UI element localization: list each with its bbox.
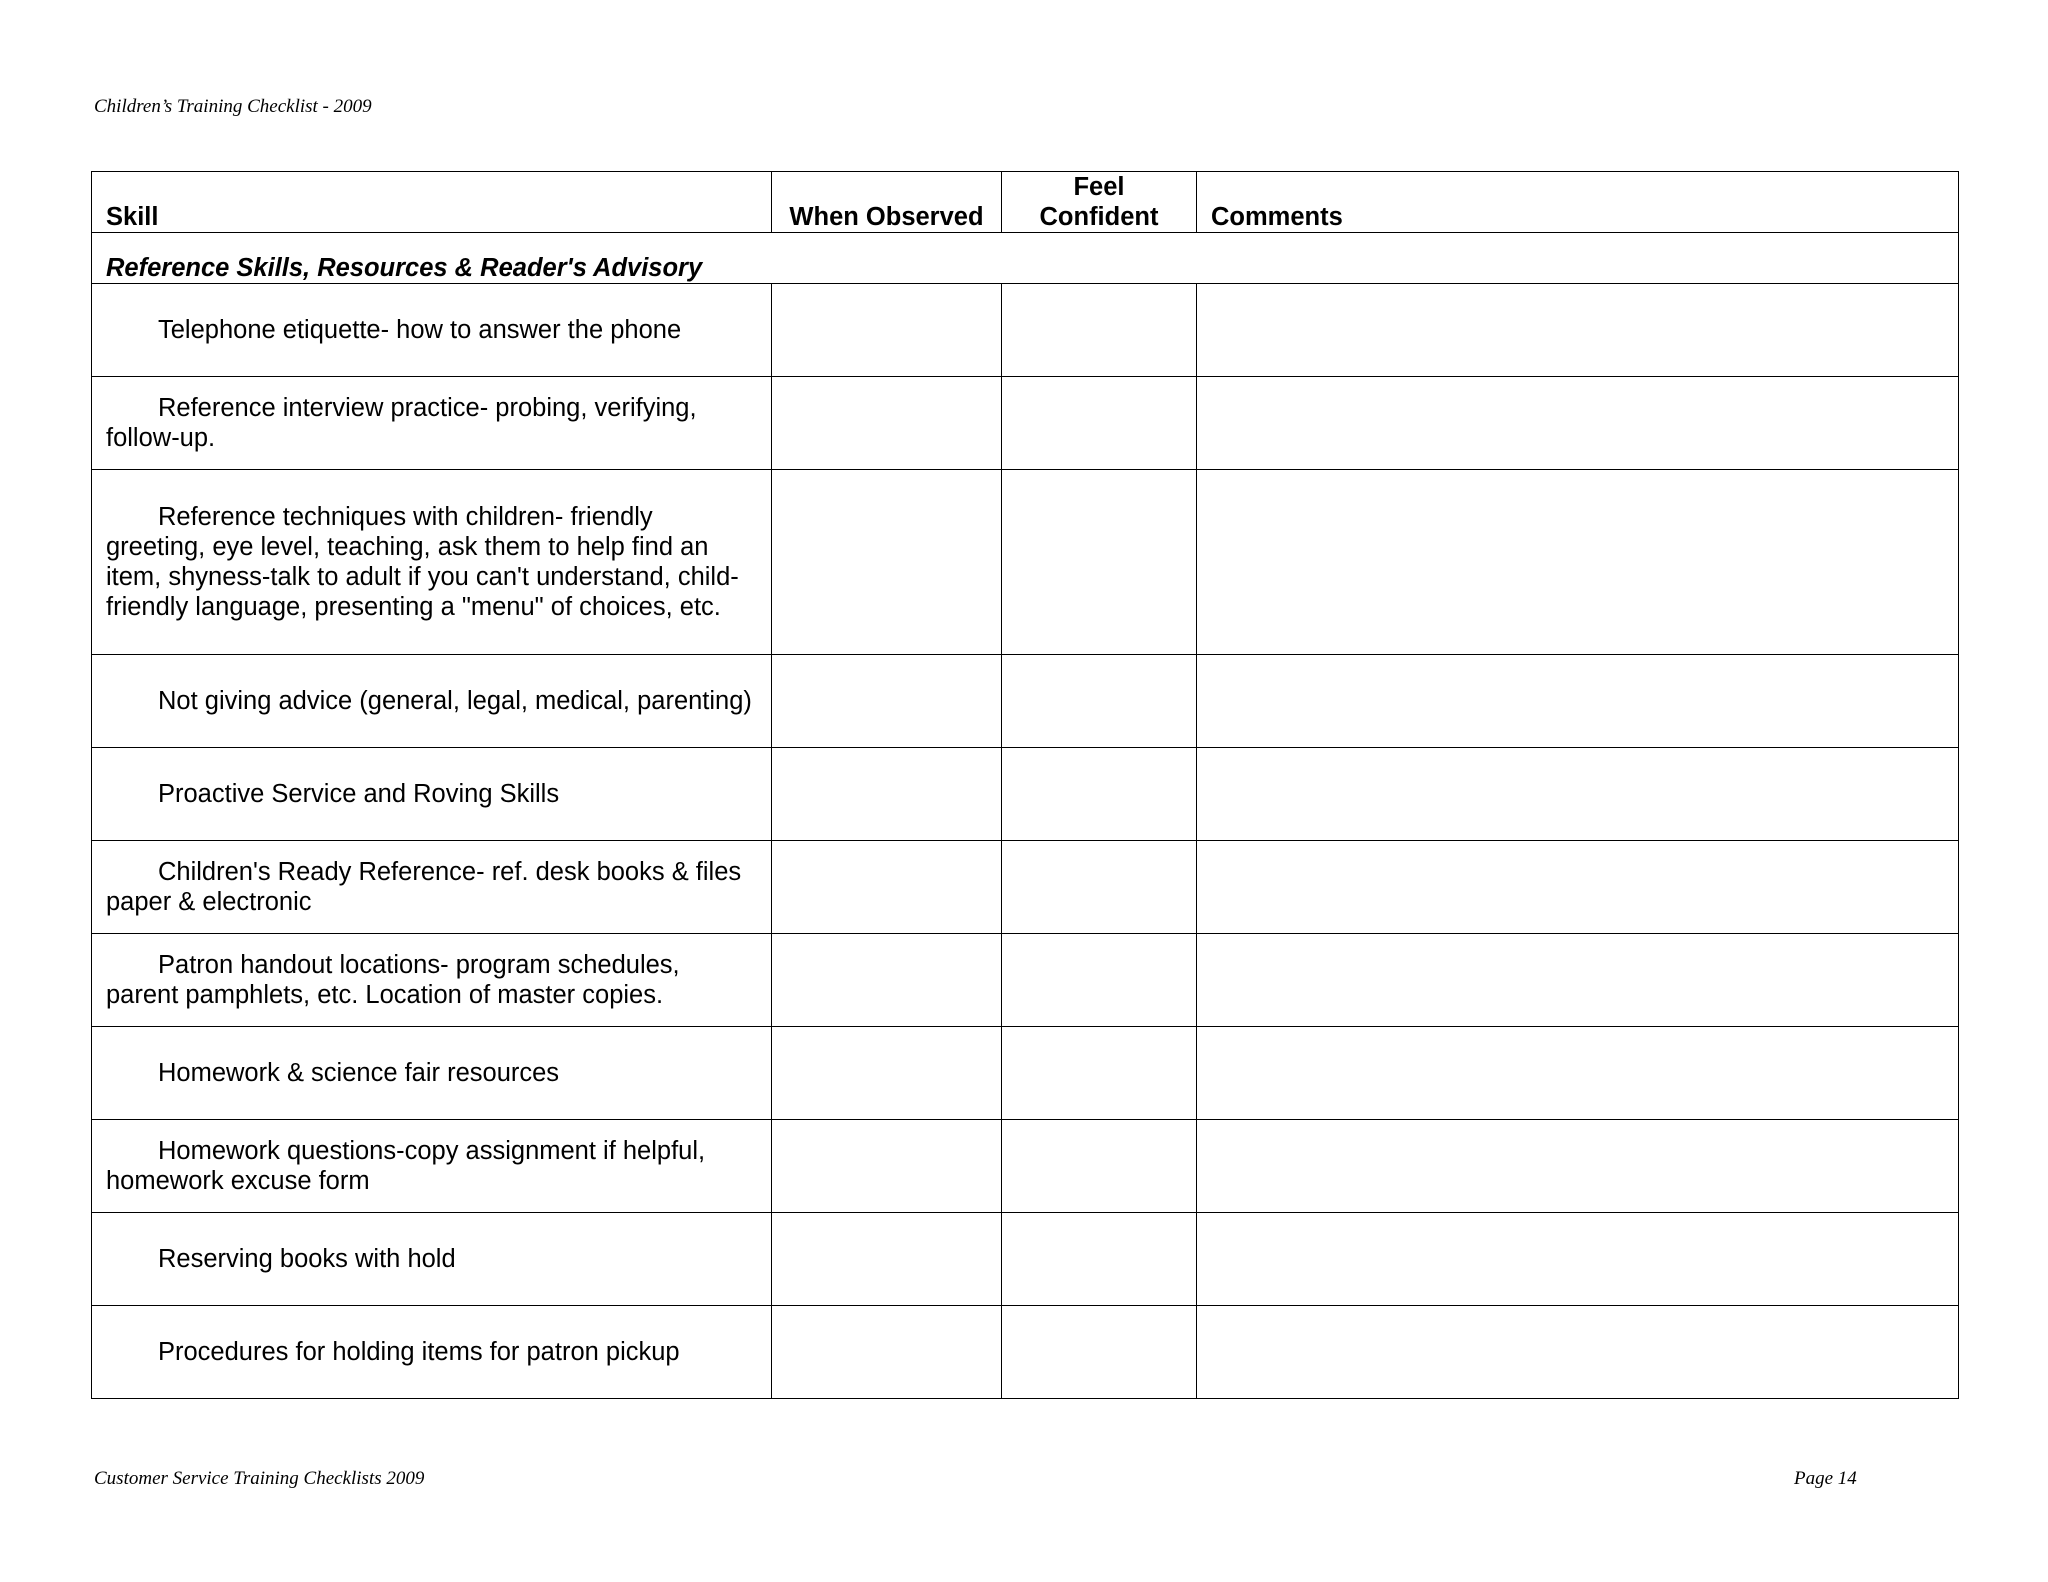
comments-cell[interactable] [1197,748,1959,841]
table-row [92,1306,1959,1399]
skill-cell [92,470,772,655]
feel-confident-cell[interactable] [1002,655,1197,748]
column-header-comments: Comments [1197,172,1959,233]
table-row [92,748,1959,841]
skill-text: Patron handout locations- program schedules, parent pamphlets, etc. Location of master copies. [106,951,680,1009]
when-observed-cell[interactable] [772,841,1002,934]
column-header-feel-confident [1002,172,1197,233]
skill-cell [92,1213,772,1306]
feel-confident-cell[interactable] [1002,1027,1197,1120]
feel-confident-cell[interactable] [1002,748,1197,841]
skill-text: Reference interview practice- probing, verifying, follow-up. [106,394,697,452]
column-header-skill: Skill [92,172,772,233]
skill-cell [92,1027,772,1120]
skill-cell [92,934,772,1027]
skill-cell [92,655,772,748]
comments-cell[interactable] [1197,655,1959,748]
section-title: Reference Skills, Resources & Reader's Advisory [92,233,1959,284]
when-observed-cell[interactable] [772,1213,1002,1306]
feel-confident-cell[interactable] [1002,284,1197,377]
skill-cell [92,841,772,934]
table-row [92,1027,1959,1120]
column-header-when-observed: When Observed [772,172,1002,233]
when-observed-cell[interactable] [772,470,1002,655]
table-row [92,284,1959,377]
table-row [92,470,1959,655]
skill-text: Homework & science fair resources [158,1059,560,1087]
skill-text: Procedures for holding items for patron pickup [158,1338,680,1366]
training-checklist-table [91,171,1959,1399]
comments-cell[interactable] [1197,934,1959,1027]
column-header-feel-confident-line2: Confident [1039,203,1159,231]
feel-confident-cell[interactable] [1002,1120,1197,1213]
skill-text: Telephone etiquette- how to answer the phone [158,316,682,344]
page-footer-title: Customer Service Training Checklists 2009 [94,1468,425,1489]
table-row [92,1120,1959,1213]
feel-confident-cell[interactable] [1002,377,1197,470]
table-row [92,841,1959,934]
comments-cell[interactable] [1197,284,1959,377]
when-observed-cell[interactable] [772,377,1002,470]
when-observed-cell[interactable] [772,655,1002,748]
table-row [92,1213,1959,1306]
feel-confident-cell[interactable] [1002,470,1197,655]
when-observed-cell[interactable] [772,1027,1002,1120]
feel-confident-cell[interactable] [1002,934,1197,1027]
skill-text: Not giving advice (general, legal, medical, parenting) [158,687,752,715]
column-header-feel-confident-line1: Feel [1073,173,1125,201]
skill-cell [92,284,772,377]
page-header-title: Children’s Training Checklist - 2009 [94,96,372,117]
comments-cell[interactable] [1197,1027,1959,1120]
when-observed-cell[interactable] [772,1306,1002,1399]
skill-cell [92,748,772,841]
comments-cell[interactable] [1197,1120,1959,1213]
when-observed-cell[interactable] [772,748,1002,841]
section-header-row [92,233,1959,284]
feel-confident-cell[interactable] [1002,1213,1197,1306]
skill-cell [92,377,772,470]
comments-cell[interactable] [1197,1213,1959,1306]
feel-confident-cell[interactable] [1002,1306,1197,1399]
table-row [92,934,1959,1027]
table-header-row [92,172,1959,233]
table-row [92,377,1959,470]
table-row [92,655,1959,748]
skill-text: Reserving books with hold [158,1245,456,1273]
skill-text: Children's Ready Reference- ref. desk books & files paper & electronic [106,858,742,916]
when-observed-cell[interactable] [772,284,1002,377]
when-observed-cell[interactable] [772,934,1002,1027]
comments-cell[interactable] [1197,470,1959,655]
when-observed-cell[interactable] [772,1120,1002,1213]
feel-confident-cell[interactable] [1002,841,1197,934]
skill-cell [92,1306,772,1399]
skill-text: Homework questions-copy assignment if helpful, homework excuse form [106,1137,706,1195]
skill-text: Reference techniques with children- friendly greeting, eye level, teaching, ask them to help find an item, shyness-talk to adult if you can't understand, child-friendly language, presenting a "menu" of choices, etc. [106,503,739,621]
comments-cell[interactable] [1197,841,1959,934]
skill-text: Proactive Service and Roving Skills [158,780,560,808]
comments-cell[interactable] [1197,1306,1959,1399]
comments-cell[interactable] [1197,377,1959,470]
page-number: Page 14 [1794,1468,1857,1489]
skill-cell [92,1120,772,1213]
